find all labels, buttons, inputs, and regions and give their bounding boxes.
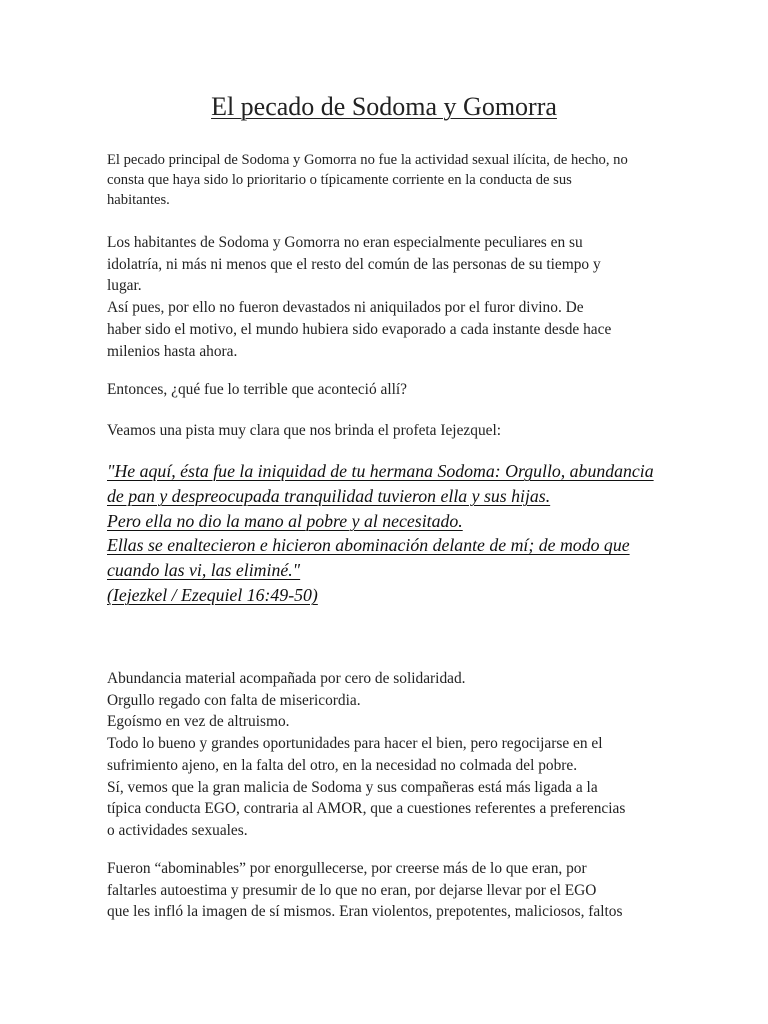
paragraph-line: habitantes.: [107, 192, 170, 208]
paragraph-line: Sí, vemos que la gran malicia de Sodoma y sus compañeras está más ligada a la: [107, 778, 598, 796]
paragraph-line: Orgullo regado con falta de misericordia.: [107, 691, 361, 709]
paragraph-line: lugar.: [107, 277, 142, 295]
quote-citation: (Iejezkel / Ezequiel 16:49-50): [107, 584, 318, 605]
paragraph-idolatry: [107, 232, 667, 362]
intro-paragraph: [107, 150, 667, 210]
paragraph-line: Los habitantes de Sodoma y Gomorra no eran especialmente peculiares en su: [107, 234, 583, 251]
quote-line: de pan y despreocupada tranquilidad tuvieron ella y sus hijas.: [107, 485, 551, 506]
quote-line: "He aquí, ésta fue la iniquidad de tu hermana Sodoma: Orgullo, abundancia: [107, 461, 654, 481]
paragraph-line: faltarles autoestima y presumir de lo que no eran, por dejarse llevar por el EGO: [107, 881, 597, 899]
paragraph-line: o actividades sexuales.: [107, 821, 248, 839]
paragraph-line: El pecado principal de Sodoma y Gomorra no fue la actividad sexual ilícita, de hecho, no: [107, 152, 628, 168]
paragraph-line: Todo lo bueno y grandes oportunidades para hacer el bien, pero regocijarse en el: [107, 735, 603, 753]
page-title: El pecado de Sodoma y Gomorra: [211, 92, 557, 121]
paragraph-line: consta que haya sido lo prioritario o típicamente corriente en la conducta de sus: [107, 172, 572, 188]
paragraph-line: idolatría, ni más ni menos que el resto del común de las personas de su tiempo y: [107, 255, 601, 273]
quote-line: Pero ella no dio la mano al pobre y al necesitado.: [107, 510, 463, 531]
paragraph-summary: [107, 668, 667, 842]
quote-line: cuando las vi, las eliminé.": [107, 560, 301, 581]
paragraph-line: sufrimiento ajeno, en la falta del otro, en la necesidad no colmada del pobre.: [107, 756, 578, 774]
paragraph-abominable: [107, 858, 667, 923]
paragraph-line: Fueron “abominables” por enorgullecerse, por creerse más de lo que eran, por: [107, 860, 587, 877]
paragraph-line: Así pues, por ello no fueron devastados ni aniquilados por el furor divino. De: [107, 299, 584, 317]
quote-line: Ellas se enaltecieron e hicieron abominación delante de mí; de modo que: [107, 535, 630, 556]
paragraph-line: milenios hasta ahora.: [107, 342, 238, 360]
paragraph-line: Egoísmo en vez de altruismo.: [107, 713, 290, 731]
paragraph-line: típica conducta EGO, contraria al AMOR, que a cuestiones referentes a preferencias: [107, 800, 626, 818]
paragraph-question: Entonces, ¿qué fue lo terrible que aconteció allí?: [107, 381, 407, 398]
scripture-quote: [107, 459, 687, 608]
paragraph-line: que les infló la imagen de sí mismos. Eran violentos, prepotentes, maliciosos, faltos: [107, 903, 623, 921]
paragraph-line: Abundancia material acompañada por cero de solidaridad.: [107, 670, 466, 687]
paragraph-line: haber sido el motivo, el mundo hubiera sido evaporado a cada instante desde hace: [107, 320, 612, 338]
paragraph-prophet: Veamos una pista muy clara que nos brinda el profeta Iejezquel:: [107, 422, 502, 439]
